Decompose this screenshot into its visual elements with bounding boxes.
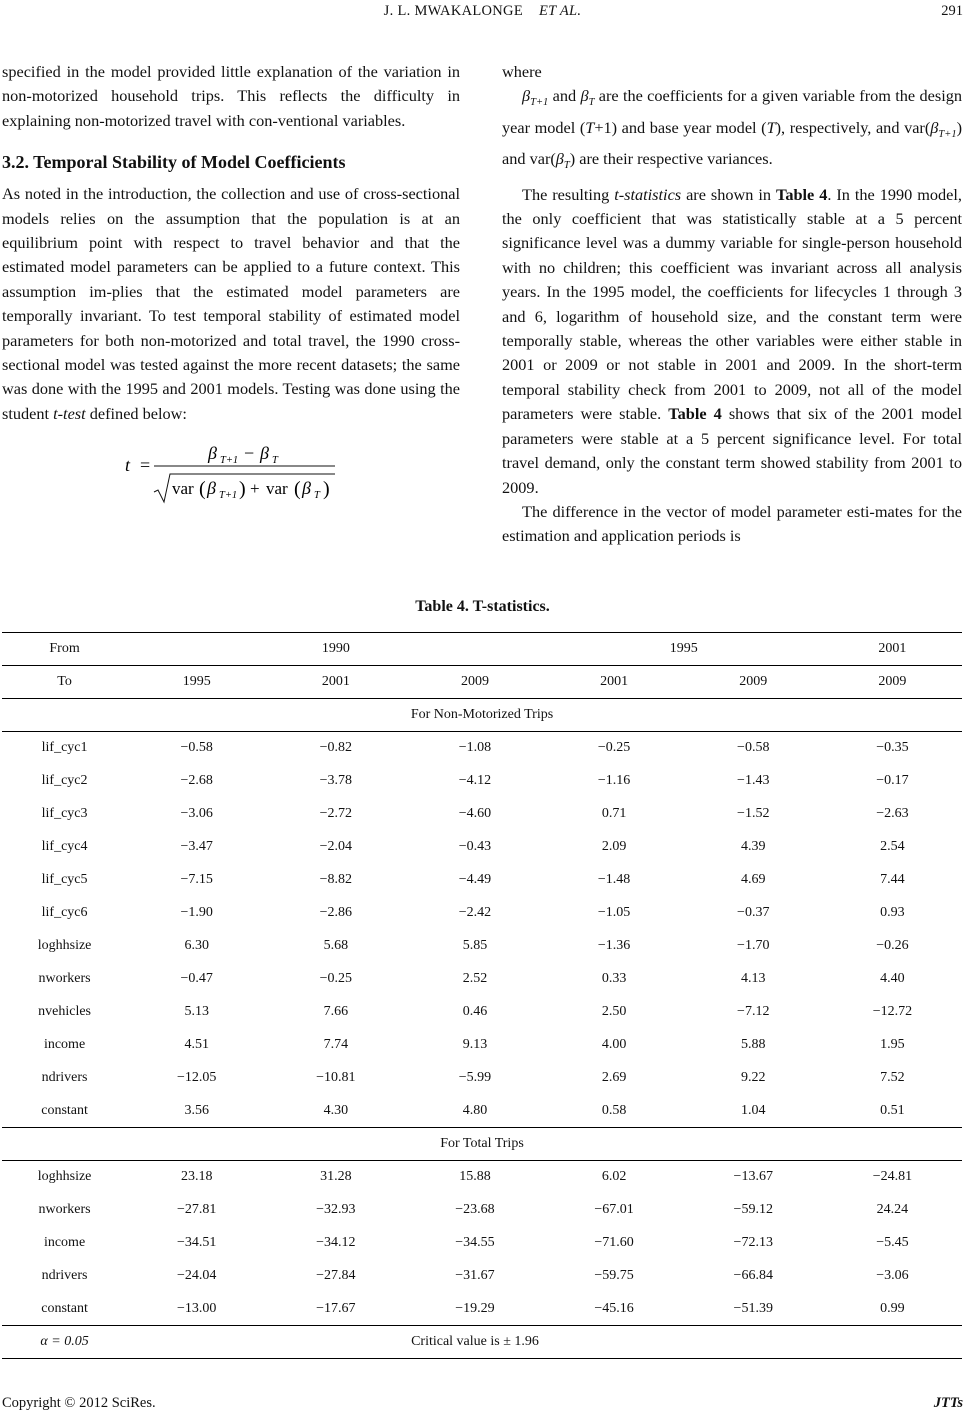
table-cell: 4.13	[741, 971, 766, 986]
table-cell: −2.63	[876, 806, 909, 821]
table-cell: −1.05	[597, 905, 631, 920]
denominator-beta-t1: β	[207, 478, 216, 499]
denominator-var-2: var	[266, 479, 288, 499]
table-caption: Table 4. T-statistics.	[415, 598, 550, 615]
row-variable: constant	[41, 1102, 88, 1118]
table-row	[2, 1029, 962, 1062]
table-cell: −0.43	[458, 839, 492, 854]
numerator-sub-t: T	[272, 455, 278, 467]
table-cell: −7.15	[180, 872, 213, 887]
table-cell: −0.82	[266, 732, 405, 765]
table-cell: −34.55	[455, 1235, 495, 1250]
table-footnote-row	[2, 1326, 962, 1359]
where-label: where	[502, 62, 542, 81]
table-cell: 5.85	[462, 938, 488, 953]
table-cell: −2.68	[180, 773, 213, 788]
table-cell: 6.02	[545, 1161, 684, 1194]
table-cell: −51.39	[733, 1300, 773, 1316]
table-cell: −1.48	[597, 872, 631, 887]
table-cell: −2.72	[319, 806, 353, 821]
text-run: As noted in the introduction, the collection and use of cross-sectional models relies on the assumption that the population is at an equilibrium point with respect to travel behavior and that the estimated model parameters can be applied to a future context. This assumption im-plies that the estimated model parameters are temporally invariant. To test temporal stability of estimated model parameters for both non-motorized and total travel, the 1990 cross-sectional model was tested against the more recent datasets; the same was done with the 1995 and 2001 models. Testing was done using the student	[2, 184, 460, 423]
text-run: and	[502, 149, 530, 169]
header-from-1995: 1995	[545, 633, 823, 666]
symbol-var: var	[904, 117, 925, 137]
table-row	[2, 1194, 962, 1227]
table-cell: −3.78	[319, 773, 353, 788]
table-cell: −1.52	[737, 806, 770, 821]
text-run: +1) and base year model (	[594, 117, 767, 137]
table-row	[2, 1161, 962, 1194]
table-cell: −66.84	[733, 1268, 773, 1283]
row-variable: loghhsize	[2, 1161, 127, 1194]
table-header-to	[2, 666, 962, 699]
table-cell: −13.67	[684, 1161, 823, 1194]
symbol-sub: T	[563, 160, 570, 172]
row-variable: lif_cyc3	[41, 806, 88, 821]
row-variable: lif_cyc1	[2, 732, 127, 765]
t-test-equation	[2, 432, 460, 512]
paren-open-1: (	[199, 478, 206, 501]
table-cell: −2.04	[319, 839, 353, 854]
table-cell: 7.52	[880, 1070, 905, 1085]
table-cell: 0.46	[462, 1004, 488, 1019]
table-cell: −24.81	[823, 1161, 962, 1194]
table-cell: −19.29	[455, 1300, 495, 1316]
row-variable: lif_cyc4	[41, 839, 88, 854]
table-cell: −1.90	[180, 905, 213, 920]
table-cell: 6.30	[184, 938, 209, 953]
table-cell: 5.88	[741, 1037, 766, 1052]
table-cell: −0.26	[876, 938, 909, 953]
table-row	[2, 996, 962, 1029]
table-row	[2, 930, 962, 963]
table-cell: −4.49	[458, 872, 492, 887]
table-cell: 4.40	[880, 971, 905, 986]
denominator-sub-t1: T+1	[219, 490, 238, 502]
table-cell: 4.30	[323, 1102, 349, 1118]
footnote-alpha: α = 0.05	[2, 1326, 127, 1359]
table-cell: −1.16	[597, 773, 631, 788]
paragraph-continued: specified in the model provided little explanation of the variation in non-motorized household trips. This reflects the difficulty in explaining non-motorized travel with con-ventional variables.	[2, 62, 460, 130]
symbol-var: var	[529, 149, 551, 169]
table-cell: −0.35	[823, 732, 962, 765]
header-from-label: From	[2, 633, 127, 666]
table-cell: −12.72	[872, 1004, 913, 1019]
table-cell: 2.09	[601, 839, 627, 854]
numerator-beta-t1: β	[208, 443, 217, 464]
text-emphasis: t-test	[53, 403, 86, 423]
table-cell: −3.47	[180, 839, 213, 854]
table-cell: −32.93	[316, 1202, 356, 1217]
paren-open-2: (	[294, 478, 301, 501]
equation-lhs: t	[125, 455, 131, 476]
table-row	[2, 1293, 962, 1326]
table-cell: 7.66	[323, 1004, 349, 1019]
table-cell: 9.13	[462, 1037, 488, 1052]
text-run: are shown in	[681, 184, 776, 204]
paragraph-where: $\beta_{T+1}$ and $\beta_T$ are the coefficients for a given variable from the design year model (T+1) and base year model (T), respectively, and $var(\beta_{T+1})$ and $var(\beta_T)$ are their respective variances.	[502, 86, 962, 172]
text-run: are the coefficients for a given variable from the design year model (	[502, 86, 962, 137]
denominator-sub-t: T	[314, 490, 320, 502]
table-cell: −3.06	[876, 1268, 909, 1283]
table-cell: −1.43	[737, 773, 770, 788]
table-cell: −4.12	[458, 773, 492, 788]
table-cell: −0.37	[737, 905, 770, 920]
table-cell: 2.69	[601, 1070, 627, 1085]
table-cell: −5.99	[458, 1070, 492, 1085]
table-cell: 0.99	[880, 1300, 905, 1316]
paren-close-2: )	[323, 478, 330, 501]
table-cell: −0.25	[319, 971, 353, 986]
section-heading: 3.2. Temporal Stability of Model Coefficients	[2, 152, 346, 173]
text-run: The resulting	[522, 184, 615, 204]
table-cell: 9.22	[741, 1070, 766, 1085]
table-cell: 23.18	[127, 1161, 266, 1194]
table-cell: −5.45	[876, 1235, 909, 1250]
table-cell: −10.81	[316, 1070, 356, 1085]
table-cell: −7.12	[737, 1004, 770, 1019]
table-cell: −0.58	[684, 732, 823, 765]
text-run: are their respective variances.	[575, 149, 773, 169]
row-variable: constant	[41, 1300, 88, 1316]
table-reference: Table 4	[668, 404, 722, 424]
section-label: For Total Trips	[2, 1128, 962, 1161]
header-to-year: 2001	[545, 666, 684, 699]
numerator-minus: −	[244, 443, 255, 464]
table-row	[2, 1260, 962, 1293]
table-cell: −0.17	[876, 773, 909, 788]
header-to-year: 2001	[266, 666, 405, 699]
table-row	[2, 831, 962, 864]
header-to-label: To	[2, 666, 127, 699]
table-cell: −13.00	[176, 1300, 217, 1316]
symbol-sub: T+1	[938, 128, 957, 140]
text-run: shows that six of the 2001 model parameters were stable at a 5 percent significance level. For total travel demand, only the constant term showed stability from 2001 to 2009.	[502, 404, 962, 497]
table-row	[2, 765, 962, 798]
table-cell: 0.58	[601, 1102, 627, 1118]
symbol-sub: T+1	[530, 97, 549, 109]
table-row	[2, 1095, 962, 1128]
table-cell: 3.56	[184, 1102, 209, 1118]
section-row-nonmotorized	[2, 699, 962, 732]
table-cell: −4.60	[458, 806, 492, 821]
table-cell: 7.74	[323, 1037, 349, 1052]
denominator-var-1: var	[172, 479, 194, 499]
table-row	[2, 864, 962, 897]
table-cell: 1.95	[880, 1037, 905, 1052]
table-cell: 2.54	[880, 839, 905, 854]
row-variable: ndrivers	[41, 1070, 88, 1085]
equation-equals: =	[140, 455, 151, 476]
table-cell: −0.58	[127, 732, 266, 765]
table-cell: −31.67	[455, 1268, 495, 1283]
symbol-beta: β	[580, 86, 589, 106]
table-cell: −71.60	[594, 1235, 634, 1250]
table-header-from	[2, 633, 962, 666]
symbol-beta: β	[930, 117, 939, 137]
table-cell: 0.93	[880, 905, 905, 920]
table-cell: 4.51	[184, 1037, 209, 1052]
row-variable: ndrivers	[41, 1268, 88, 1283]
text-emphasis: T	[766, 117, 776, 137]
table-cell: 1.04	[741, 1102, 766, 1118]
table-cell: −27.81	[176, 1202, 217, 1217]
running-head	[0, 3, 965, 20]
text-emphasis: t-statistics	[614, 184, 682, 204]
table-cell: −27.84	[316, 1268, 356, 1283]
row-variable: loghhsize	[37, 938, 92, 953]
paragraph-results	[502, 183, 962, 500]
text-emphasis: T	[585, 117, 595, 137]
header-to-year: 2009	[823, 666, 962, 699]
table-row	[2, 897, 962, 930]
table-cell: −1.08	[405, 732, 544, 765]
table-cell: −12.05	[176, 1070, 217, 1085]
table-row	[2, 1227, 962, 1260]
table-cell: −67.01	[594, 1202, 634, 1217]
copyright: Copyright © 2012 SciRes.	[2, 1395, 156, 1411]
row-variable: lif_cyc6	[41, 905, 88, 920]
row-variable: income	[43, 1235, 86, 1250]
table-cell: −2.42	[458, 905, 492, 920]
table-cell: −34.12	[316, 1235, 356, 1250]
table-row	[2, 1062, 962, 1095]
text-run: defined below:	[85, 403, 187, 423]
table-cell: 4.39	[741, 839, 766, 854]
page-number: 291	[941, 3, 963, 19]
equation-graphic	[2, 432, 462, 512]
table-cell: 24.24	[876, 1202, 909, 1217]
text-run: and	[548, 86, 581, 106]
table-cell: 0.33	[601, 971, 627, 986]
table-cell: 4.00	[601, 1037, 627, 1052]
table-cell: −1.70	[737, 938, 770, 953]
table-cell: −8.82	[319, 872, 353, 887]
table-cell: 0.71	[601, 806, 627, 821]
table-cell: 5.68	[323, 938, 349, 953]
journal-abbrev: JTTs	[933, 1395, 963, 1411]
table-cell: 4.80	[462, 1102, 488, 1118]
numerator-sub-t1: T+1	[220, 455, 239, 467]
denominator-plus: +	[250, 479, 260, 499]
table-reference: Table 4	[775, 184, 828, 204]
table-row	[2, 963, 962, 996]
footnote-critical-value: Critical value is ± 1.96	[127, 1326, 823, 1359]
footnote-empty	[823, 1326, 962, 1359]
table-cell: 0.51	[880, 1102, 905, 1118]
table-cell: −0.47	[180, 971, 213, 986]
table-cell: 7.44	[880, 872, 905, 887]
table-cell: −1.36	[597, 938, 631, 953]
table-cell: −24.04	[176, 1268, 217, 1283]
header-to-year: 1995	[127, 666, 266, 699]
symbol-beta: β	[555, 149, 564, 169]
paragraph-difference: The difference in the vector of model parameter esti-mates for the estimation and application periods is	[502, 501, 962, 546]
numerator-beta-t: β	[260, 443, 269, 464]
running-head-etal: ET AL.	[538, 3, 582, 19]
table-row	[2, 798, 962, 831]
paren-close-1: )	[239, 478, 246, 501]
table-cell: −34.51	[176, 1235, 217, 1250]
section-row-total	[2, 1128, 962, 1161]
symbol-sub: T	[588, 97, 595, 109]
header-to-year: 2009	[405, 666, 544, 699]
table-cell: 15.88	[405, 1161, 544, 1194]
text-run: . In the 1990 model, the only coefficient that was statistically stable at a 5 percent significance level was a dummy variable for single-person household with no children; this coefficient was invariant across all analysis years. In the 1995 model, the coefficients for lifecycles 1 through 3 and 6, logarithm of household size, and the constant term were temporally stable, whereas the other variables were either stable in 2001 or 2009 or not stable in 2001 and 2009. In the short-term temporal stability check from 2001 to 2009, not all of the model parameters were stable.	[502, 184, 962, 424]
table-cell: 2.50	[601, 1004, 627, 1019]
denominator-beta-t: β	[302, 478, 311, 499]
table-cell: 2.52	[462, 971, 488, 986]
t-statistics-table	[2, 632, 962, 1359]
table-cell: 5.13	[184, 1004, 209, 1019]
header-from-1990: 1990	[127, 633, 544, 666]
row-variable: nvehicles	[38, 1004, 91, 1019]
table-row	[2, 732, 962, 765]
row-variable: income	[43, 1037, 86, 1052]
table-cell: −23.68	[455, 1202, 495, 1217]
row-variable: lif_cyc5	[41, 872, 88, 887]
row-variable: lif_cyc2	[41, 773, 88, 788]
symbol-beta: β	[522, 86, 531, 106]
table-cell: −17.67	[316, 1300, 356, 1316]
header-to-year: 2009	[684, 666, 823, 699]
left-column	[2, 60, 460, 512]
right-column	[502, 60, 962, 549]
row-variable: nworkers	[38, 1202, 91, 1217]
table-cell: −72.13	[733, 1235, 773, 1250]
table-cell: 4.69	[741, 872, 766, 887]
section-label: For Non-Motorized Trips	[2, 699, 962, 732]
table-cell: −45.16	[594, 1300, 634, 1316]
table-cell: −0.25	[545, 732, 684, 765]
header-from-2001: 2001	[823, 633, 962, 666]
page-header	[0, 0, 965, 40]
running-head-authors: J. L. MWAKALONGE	[383, 3, 523, 19]
text-run: ), respectively, and	[775, 117, 905, 137]
table-cell: −59.12	[733, 1202, 773, 1217]
table-cell: −2.86	[319, 905, 353, 920]
paragraph-temporal-stability	[2, 182, 460, 426]
table-cell: −3.06	[180, 806, 213, 821]
table-cell: 31.28	[266, 1161, 405, 1194]
table-cell: −59.75	[594, 1268, 634, 1283]
row-variable: nworkers	[38, 971, 91, 986]
